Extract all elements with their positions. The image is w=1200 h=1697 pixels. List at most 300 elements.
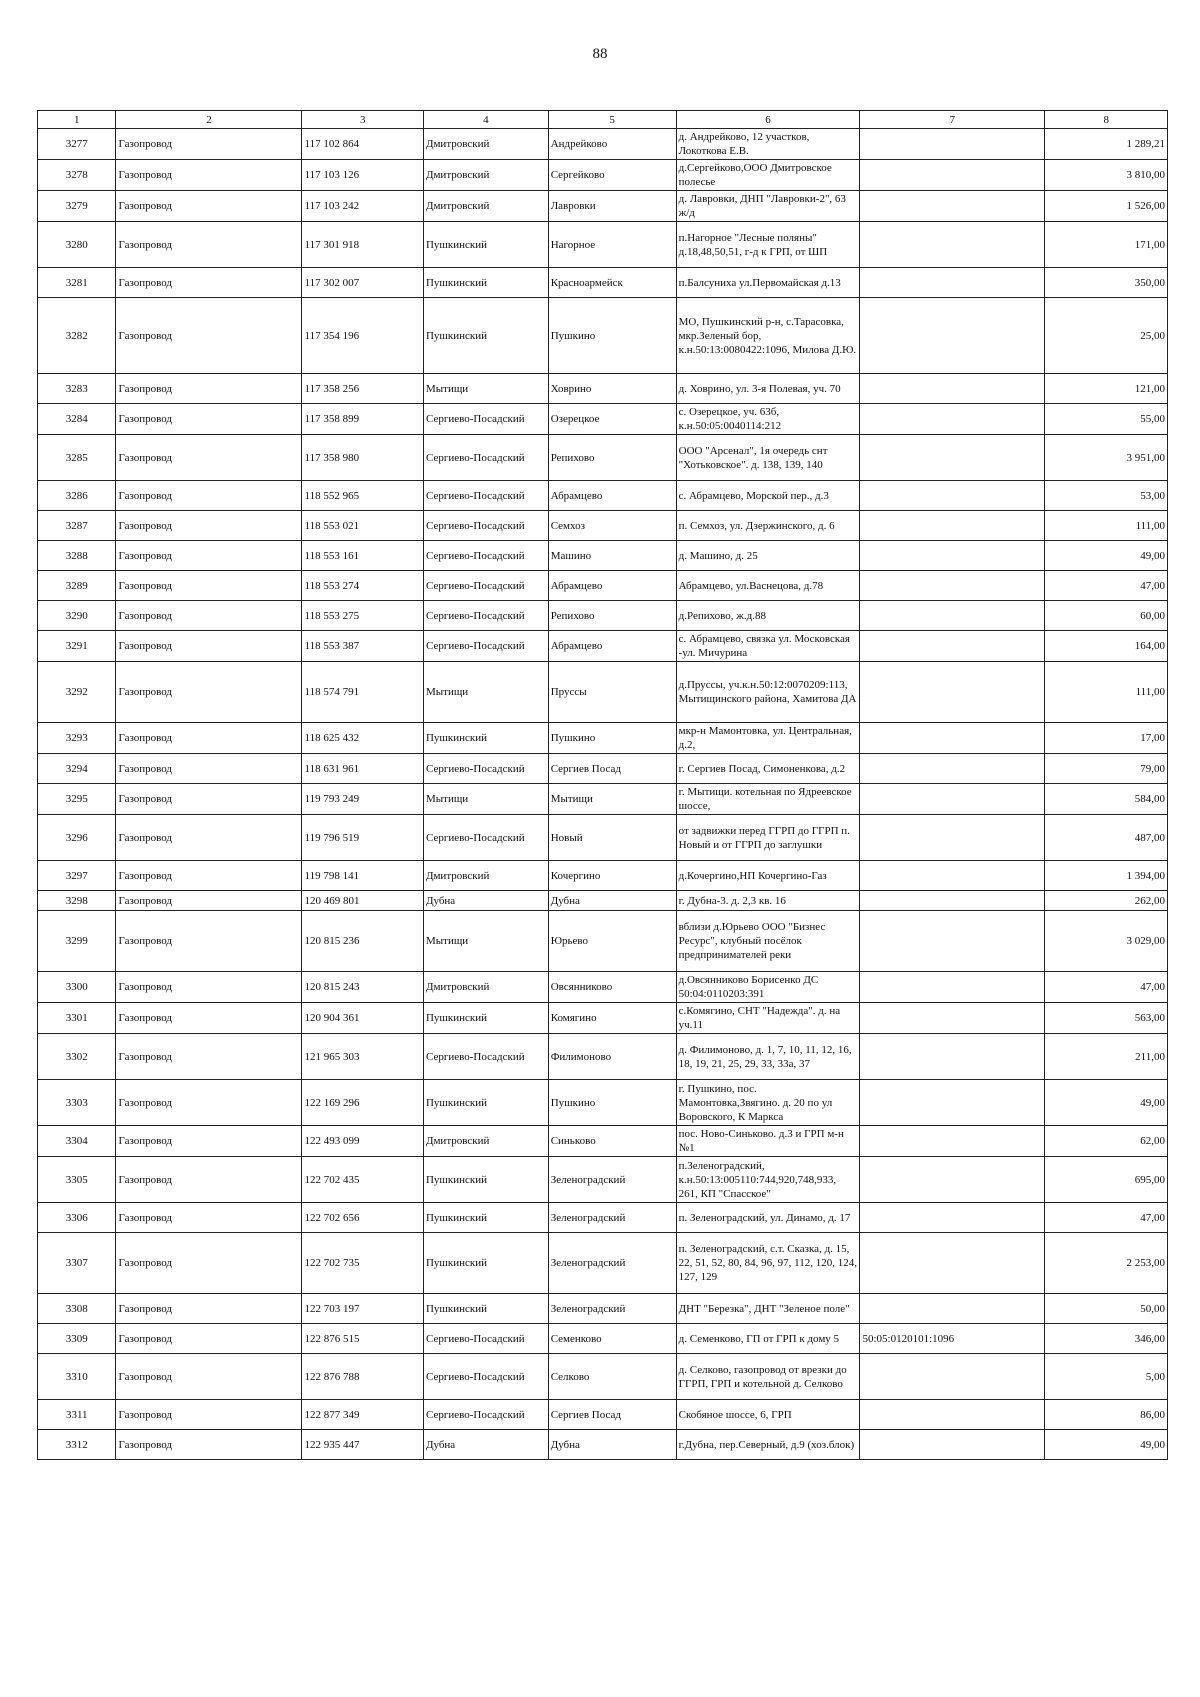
table-row xyxy=(38,481,1168,511)
settlement: Пушкино xyxy=(548,1080,676,1126)
address: от задвижки перед ГГРП до ГГРП п. Новый и от ГГРП до заглушки xyxy=(676,815,860,861)
length-value: 79,00 xyxy=(1045,754,1168,784)
settlement: Кочергино xyxy=(548,861,676,891)
row-number: 3297 xyxy=(38,861,116,891)
object-type: Газопровод xyxy=(116,481,302,511)
settlement: Зеленоградский xyxy=(548,1233,676,1294)
address: д. Селково, газопровод от врезки до ГГРП, ГРП и котельной д. Селково xyxy=(676,1354,860,1400)
table-row xyxy=(38,435,1168,481)
settlement: Пруссы xyxy=(548,662,676,723)
table-row xyxy=(38,1324,1168,1354)
length-value: 47,00 xyxy=(1045,1203,1168,1233)
district: Дмитровский xyxy=(423,160,548,191)
cadastral-number xyxy=(860,268,1045,298)
row-number: 3296 xyxy=(38,815,116,861)
address: п. Зеленоградский, ул. Динамо, д. 17 xyxy=(676,1203,860,1233)
table-row xyxy=(38,1294,1168,1324)
column-header-7: 7 xyxy=(860,111,1045,129)
row-number: 3311 xyxy=(38,1400,116,1430)
address: с.Комягино, СНТ "Надежда". д. на уч.11 xyxy=(676,1003,860,1034)
address: д.Овсянниково Борисенко ДС 50:04:0110203:391 xyxy=(676,972,860,1003)
object-type: Газопровод xyxy=(116,754,302,784)
table-row xyxy=(38,1203,1168,1233)
cadastral-number xyxy=(860,972,1045,1003)
district: Сергиево-Посадский xyxy=(423,1400,548,1430)
settlement: Андрейково xyxy=(548,129,676,160)
settlement: Дубна xyxy=(548,1430,676,1460)
row-number: 3305 xyxy=(38,1157,116,1203)
district: Сергиево-Посадский xyxy=(423,631,548,662)
table-row xyxy=(38,1126,1168,1157)
district: Пушкинский xyxy=(423,1203,548,1233)
table-row xyxy=(38,861,1168,891)
district: Сергиево-Посадский xyxy=(423,435,548,481)
row-number: 3283 xyxy=(38,374,116,404)
cadastral-number xyxy=(860,191,1045,222)
length-value: 111,00 xyxy=(1045,662,1168,723)
row-number: 3310 xyxy=(38,1354,116,1400)
cadastral-number xyxy=(860,784,1045,815)
address: д.Репихово, ж.д.88 xyxy=(676,601,860,631)
length-value: 49,00 xyxy=(1045,541,1168,571)
district: Дмитровский xyxy=(423,129,548,160)
length-value: 262,00 xyxy=(1045,891,1168,911)
district: Дубна xyxy=(423,1430,548,1460)
object-code: 117 301 918 xyxy=(302,222,423,268)
table-row xyxy=(38,1400,1168,1430)
object-type: Газопровод xyxy=(116,662,302,723)
settlement: Зеленоградский xyxy=(548,1294,676,1324)
address: пос. Ново-Синьково. д.3 и ГРП м-н №1 xyxy=(676,1126,860,1157)
district: Мытищи xyxy=(423,784,548,815)
settlement: Пушкино xyxy=(548,298,676,374)
table-row xyxy=(38,571,1168,601)
district: Пушкинский xyxy=(423,723,548,754)
object-type: Газопровод xyxy=(116,972,302,1003)
address: д.Пруссы, уч.к.н.50:12:0070209:113, Мытищинского района, Хамитова ДА xyxy=(676,662,860,723)
object-type: Газопровод xyxy=(116,1126,302,1157)
cadastral-number xyxy=(860,631,1045,662)
column-header-5: 5 xyxy=(548,111,676,129)
object-type: Газопровод xyxy=(116,1034,302,1080)
settlement: Синьково xyxy=(548,1126,676,1157)
settlement: Филимоново xyxy=(548,1034,676,1080)
object-code: 118 553 161 xyxy=(302,541,423,571)
object-code: 120 469 801 xyxy=(302,891,423,911)
object-type: Газопровод xyxy=(116,435,302,481)
object-type: Газопровод xyxy=(116,1354,302,1400)
district: Сергиево-Посадский xyxy=(423,404,548,435)
district: Дмитровский xyxy=(423,191,548,222)
row-number: 3285 xyxy=(38,435,116,481)
address: п.Балсуниха ул.Первомайская д.13 xyxy=(676,268,860,298)
address: п. Зеленоградский, с.т. Сказка, д. 15, 22, 51, 52, 80, 84, 96, 97, 112, 120, 124, 127, 129 xyxy=(676,1233,860,1294)
object-code: 120 815 236 xyxy=(302,911,423,972)
object-code: 119 793 249 xyxy=(302,784,423,815)
object-code: 117 358 980 xyxy=(302,435,423,481)
address: ООО "Арсенал", 1я очередь снт "Хотьковское". д. 138, 139, 140 xyxy=(676,435,860,481)
settlement: Комягино xyxy=(548,1003,676,1034)
cadastral-number xyxy=(860,911,1045,972)
table-row xyxy=(38,511,1168,541)
cadastral-number xyxy=(860,481,1045,511)
object-code: 117 358 899 xyxy=(302,404,423,435)
object-type: Газопровод xyxy=(116,815,302,861)
address: д. Машино, д. 25 xyxy=(676,541,860,571)
settlement: Сергейково xyxy=(548,160,676,191)
address: п. Семхоз, ул. Дзержинского, д. 6 xyxy=(676,511,860,541)
object-code: 118 553 274 xyxy=(302,571,423,601)
cadastral-number: 50:05:0120101:1096 xyxy=(860,1324,1045,1354)
district: Пушкинский xyxy=(423,1294,548,1324)
object-code: 119 796 519 xyxy=(302,815,423,861)
row-number: 3304 xyxy=(38,1126,116,1157)
district: Пушкинский xyxy=(423,1080,548,1126)
row-number: 3280 xyxy=(38,222,116,268)
row-number: 3277 xyxy=(38,129,116,160)
settlement: Машино xyxy=(548,541,676,571)
length-value: 3 029,00 xyxy=(1045,911,1168,972)
length-value: 86,00 xyxy=(1045,1400,1168,1430)
object-type: Газопровод xyxy=(116,891,302,911)
object-type: Газопровод xyxy=(116,1157,302,1203)
cadastral-number xyxy=(860,1157,1045,1203)
table-row xyxy=(38,1430,1168,1460)
settlement: Пушкино xyxy=(548,723,676,754)
row-number: 3303 xyxy=(38,1080,116,1126)
table-row xyxy=(38,784,1168,815)
address: с. Абрамцево, Морской пер., д.3 xyxy=(676,481,860,511)
cadastral-number xyxy=(860,298,1045,374)
cadastral-number xyxy=(860,222,1045,268)
district: Дубна xyxy=(423,891,548,911)
cadastral-number xyxy=(860,1203,1045,1233)
object-type: Газопровод xyxy=(116,298,302,374)
district: Сергиево-Посадский xyxy=(423,1324,548,1354)
settlement: Абрамцево xyxy=(548,571,676,601)
settlement: Селково xyxy=(548,1354,676,1400)
object-type: Газопровод xyxy=(116,911,302,972)
row-number: 3302 xyxy=(38,1034,116,1080)
object-code: 117 103 126 xyxy=(302,160,423,191)
district: Сергиево-Посадский xyxy=(423,601,548,631)
table-row xyxy=(38,631,1168,662)
row-number: 3309 xyxy=(38,1324,116,1354)
table-row xyxy=(38,268,1168,298)
settlement: Озерецкое xyxy=(548,404,676,435)
object-code: 120 815 243 xyxy=(302,972,423,1003)
row-number: 3279 xyxy=(38,191,116,222)
cadastral-number xyxy=(860,1034,1045,1080)
address: д. Семенково, ГП от ГРП к дому 5 xyxy=(676,1324,860,1354)
cadastral-number xyxy=(860,1126,1045,1157)
object-code: 122 702 656 xyxy=(302,1203,423,1233)
table-row xyxy=(38,1080,1168,1126)
object-type: Газопровод xyxy=(116,511,302,541)
length-value: 2 253,00 xyxy=(1045,1233,1168,1294)
object-code: 118 631 961 xyxy=(302,754,423,784)
object-type: Газопровод xyxy=(116,222,302,268)
address: г. Пушкино, пос. Мамонтовка,Звягино. д. 20 по ул Воровского, К Маркса xyxy=(676,1080,860,1126)
settlement: Семенково xyxy=(548,1324,676,1354)
cadastral-number xyxy=(860,815,1045,861)
length-value: 50,00 xyxy=(1045,1294,1168,1324)
object-type: Газопровод xyxy=(116,1003,302,1034)
district: Пушкинский xyxy=(423,1003,548,1034)
cadastral-number xyxy=(860,1233,1045,1294)
settlement: Новый xyxy=(548,815,676,861)
object-code: 120 904 361 xyxy=(302,1003,423,1034)
table-row xyxy=(38,815,1168,861)
settlement: Абрамцево xyxy=(548,631,676,662)
object-code: 118 625 432 xyxy=(302,723,423,754)
cadastral-number xyxy=(860,891,1045,911)
table-row xyxy=(38,911,1168,972)
table-row xyxy=(38,972,1168,1003)
cadastral-number xyxy=(860,662,1045,723)
district: Пушкинский xyxy=(423,222,548,268)
row-number: 3307 xyxy=(38,1233,116,1294)
row-number: 3295 xyxy=(38,784,116,815)
length-value: 164,00 xyxy=(1045,631,1168,662)
object-code: 118 553 021 xyxy=(302,511,423,541)
column-header-2: 2 xyxy=(116,111,302,129)
object-type: Газопровод xyxy=(116,1203,302,1233)
address: д.Сергейково,ООО Дмитровское полесье xyxy=(676,160,860,191)
column-header-8: 8 xyxy=(1045,111,1168,129)
table-row xyxy=(38,1354,1168,1400)
length-value: 3 810,00 xyxy=(1045,160,1168,191)
district: Пушкинский xyxy=(423,1157,548,1203)
object-type: Газопровод xyxy=(116,404,302,435)
length-value: 55,00 xyxy=(1045,404,1168,435)
row-number: 3289 xyxy=(38,571,116,601)
length-value: 350,00 xyxy=(1045,268,1168,298)
length-value: 121,00 xyxy=(1045,374,1168,404)
settlement: Репихово xyxy=(548,435,676,481)
address: вблизи д.Юрьево ООО "Бизнес Ресурс", клубный посёлок предпринимателей реки xyxy=(676,911,860,972)
registry-table xyxy=(37,110,1168,1460)
length-value: 25,00 xyxy=(1045,298,1168,374)
length-value: 584,00 xyxy=(1045,784,1168,815)
cadastral-number xyxy=(860,723,1045,754)
district: Мытищи xyxy=(423,911,548,972)
length-value: 17,00 xyxy=(1045,723,1168,754)
address: ДНТ "Березка", ДНТ "Зеленое поле" xyxy=(676,1294,860,1324)
object-type: Газопровод xyxy=(116,1080,302,1126)
cadastral-number xyxy=(860,511,1045,541)
district: Мытищи xyxy=(423,374,548,404)
object-type: Газопровод xyxy=(116,1294,302,1324)
object-type: Газопровод xyxy=(116,571,302,601)
object-type: Газопровод xyxy=(116,191,302,222)
district: Пушкинский xyxy=(423,298,548,374)
table-row xyxy=(38,222,1168,268)
row-number: 3286 xyxy=(38,481,116,511)
table-row xyxy=(38,1157,1168,1203)
address: г. Дубна-3. д. 2,3 кв. 16 xyxy=(676,891,860,911)
district: Пушкинский xyxy=(423,1233,548,1294)
row-number: 3301 xyxy=(38,1003,116,1034)
object-type: Газопровод xyxy=(116,268,302,298)
cadastral-number xyxy=(860,861,1045,891)
address: с. Озерецкое, уч. 63б, к.н.50:05:0040114:212 xyxy=(676,404,860,435)
district: Дмитровский xyxy=(423,861,548,891)
settlement: Сергиев Посад xyxy=(548,1400,676,1430)
row-number: 3284 xyxy=(38,404,116,435)
object-type: Газопровод xyxy=(116,631,302,662)
object-type: Газопровод xyxy=(116,601,302,631)
object-code: 122 935 447 xyxy=(302,1430,423,1460)
length-value: 47,00 xyxy=(1045,571,1168,601)
row-number: 3282 xyxy=(38,298,116,374)
cadastral-number xyxy=(860,754,1045,784)
table-row xyxy=(38,541,1168,571)
settlement: Зеленоградский xyxy=(548,1157,676,1203)
district: Сергиево-Посадский xyxy=(423,541,548,571)
row-number: 3298 xyxy=(38,891,116,911)
page-number: 88 xyxy=(592,46,608,62)
object-type: Газопровод xyxy=(116,1430,302,1460)
table-row xyxy=(38,160,1168,191)
address: г.Дубна, пер.Северный, д.9 (хоз.блок) xyxy=(676,1430,860,1460)
district: Сергиево-Посадский xyxy=(423,571,548,601)
row-number: 3290 xyxy=(38,601,116,631)
cadastral-number xyxy=(860,1003,1045,1034)
address: д. Филимоново, д. 1, 7, 10, 11, 12, 16, 18, 19, 21, 25, 29, 33, 33а, 37 xyxy=(676,1034,860,1080)
object-code: 122 702 435 xyxy=(302,1157,423,1203)
object-code: 118 574 791 xyxy=(302,662,423,723)
column-header-1: 1 xyxy=(38,111,116,129)
table-row xyxy=(38,601,1168,631)
object-type: Газопровод xyxy=(116,723,302,754)
row-number: 3312 xyxy=(38,1430,116,1460)
cadastral-number xyxy=(860,160,1045,191)
table-row xyxy=(38,191,1168,222)
table-row xyxy=(38,662,1168,723)
row-number: 3287 xyxy=(38,511,116,541)
length-value: 49,00 xyxy=(1045,1080,1168,1126)
length-value: 3 951,00 xyxy=(1045,435,1168,481)
object-type: Газопровод xyxy=(116,861,302,891)
cadastral-number xyxy=(860,404,1045,435)
address: д.Кочергино,НП Кочергино-Газ xyxy=(676,861,860,891)
address: мкр-н Мамонтовка, ул. Центральная, д.2, xyxy=(676,723,860,754)
column-header-3: 3 xyxy=(302,111,423,129)
row-number: 3299 xyxy=(38,911,116,972)
cadastral-number xyxy=(860,1354,1045,1400)
object-type: Газопровод xyxy=(116,1233,302,1294)
cadastral-number xyxy=(860,374,1045,404)
object-code: 117 103 242 xyxy=(302,191,423,222)
table-row xyxy=(38,723,1168,754)
cadastral-number xyxy=(860,1430,1045,1460)
object-code: 121 965 303 xyxy=(302,1034,423,1080)
settlement: Семхоз xyxy=(548,511,676,541)
length-value: 695,00 xyxy=(1045,1157,1168,1203)
district: Сергиево-Посадский xyxy=(423,754,548,784)
table-body xyxy=(38,129,1168,1460)
length-value: 49,00 xyxy=(1045,1430,1168,1460)
district: Дмитровский xyxy=(423,1126,548,1157)
district: Сергиево-Посадский xyxy=(423,511,548,541)
object-code: 122 876 788 xyxy=(302,1354,423,1400)
object-code: 117 354 196 xyxy=(302,298,423,374)
address: п.Нагорное "Лесные поляны" д.18,48,50,51, г-д к ГРП, от ШП xyxy=(676,222,860,268)
row-number: 3308 xyxy=(38,1294,116,1324)
cadastral-number xyxy=(860,541,1045,571)
row-number: 3288 xyxy=(38,541,116,571)
table-row xyxy=(38,1233,1168,1294)
district: Сергиево-Посадский xyxy=(423,815,548,861)
cadastral-number xyxy=(860,1080,1045,1126)
settlement: Нагорное xyxy=(548,222,676,268)
length-value: 487,00 xyxy=(1045,815,1168,861)
row-number: 3291 xyxy=(38,631,116,662)
object-code: 122 876 515 xyxy=(302,1324,423,1354)
district: Сергиево-Посадский xyxy=(423,1354,548,1400)
district: Сергиево-Посадский xyxy=(423,481,548,511)
row-number: 3292 xyxy=(38,662,116,723)
column-header-4: 4 xyxy=(423,111,548,129)
cadastral-number xyxy=(860,571,1045,601)
cadastral-number xyxy=(860,435,1045,481)
object-code: 122 703 197 xyxy=(302,1294,423,1324)
settlement: Абрамцево xyxy=(548,481,676,511)
address: г. Сергиев Посад, Симоненкова, д.2 xyxy=(676,754,860,784)
length-value: 346,00 xyxy=(1045,1324,1168,1354)
object-type: Газопровод xyxy=(116,129,302,160)
object-code: 122 702 735 xyxy=(302,1233,423,1294)
table-row xyxy=(38,129,1168,160)
settlement: Сергиев Посад xyxy=(548,754,676,784)
settlement: Зеленоградский xyxy=(548,1203,676,1233)
object-code: 119 798 141 xyxy=(302,861,423,891)
settlement: Дубна xyxy=(548,891,676,911)
object-code: 118 553 275 xyxy=(302,601,423,631)
settlement: Репихово xyxy=(548,601,676,631)
settlement: Овсянниково xyxy=(548,972,676,1003)
object-type: Газопровод xyxy=(116,784,302,815)
object-code: 122 493 099 xyxy=(302,1126,423,1157)
row-number: 3293 xyxy=(38,723,116,754)
length-value: 1 289,21 xyxy=(1045,129,1168,160)
row-number: 3306 xyxy=(38,1203,116,1233)
settlement: Юрьево xyxy=(548,911,676,972)
length-value: 53,00 xyxy=(1045,481,1168,511)
object-code: 118 552 965 xyxy=(302,481,423,511)
object-type: Газопровод xyxy=(116,1324,302,1354)
address: Абрамцево, ул.Васнецова, д.78 xyxy=(676,571,860,601)
address: МО, Пушкинский р-н, с.Тарасовка, мкр.Зеленый бор, к.н.50:13:0080422:1096, Милова Д.Ю. xyxy=(676,298,860,374)
row-number: 3281 xyxy=(38,268,116,298)
object-type: Газопровод xyxy=(116,160,302,191)
table-row xyxy=(38,1034,1168,1080)
length-value: 111,00 xyxy=(1045,511,1168,541)
row-number: 3294 xyxy=(38,754,116,784)
table-row xyxy=(38,298,1168,374)
address: с. Абрамцево, связка ул. Московская -ул. Мичурина xyxy=(676,631,860,662)
object-type: Газопровод xyxy=(116,1400,302,1430)
length-value: 211,00 xyxy=(1045,1034,1168,1080)
length-value: 1 394,00 xyxy=(1045,861,1168,891)
row-number: 3300 xyxy=(38,972,116,1003)
object-code: 117 302 007 xyxy=(302,268,423,298)
row-number: 3278 xyxy=(38,160,116,191)
object-type: Газопровод xyxy=(116,541,302,571)
length-value: 171,00 xyxy=(1045,222,1168,268)
object-code: 118 553 387 xyxy=(302,631,423,662)
